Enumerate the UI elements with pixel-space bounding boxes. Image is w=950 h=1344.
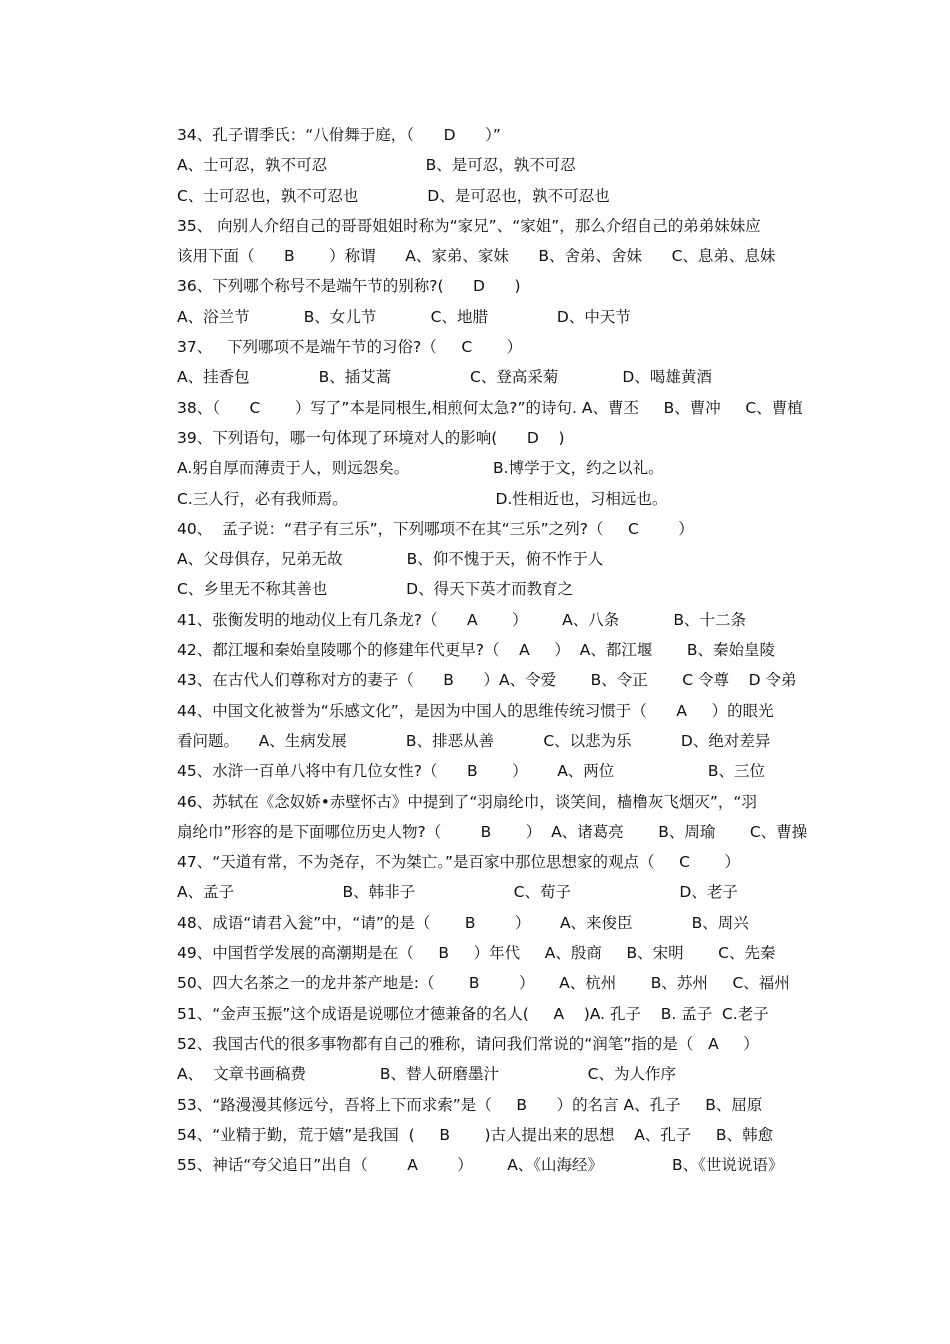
question-55: 55、神话“夸父追日”出自（ A ） A、《山海经》 B、《世说说语》: [177, 1156, 784, 1175]
options-47: A、孟子 B、韩非子 C、荀子 D、老子: [177, 883, 738, 902]
question-50: 50、四大名茶之一的龙井茶产地是:（ B ） A、杭州 B、苏州 C、福州: [177, 974, 790, 993]
question-53: 53、“路漫漫其修远兮，吾将上下而求索”是（ B ）的名言 A、孔子 B、屈原: [177, 1095, 763, 1114]
options-34-ab: A、士可忍，孰不可忍 B、是可忍，孰不可忍: [177, 156, 576, 175]
question-43: 43、在古代人们尊称对方的妻子（ B ）A、令爱 B、令正 C 令尊 D 令弟: [177, 671, 797, 690]
question-38: 38、（ C ）写了”本是同根生,相煎何太急?”的诗句. A、曹丕 B、曹冲 C、曹植: [177, 398, 803, 417]
question-46-cont: 扇纶巾”形容的是下面哪位历史人物?（ B ） A、诸葛亮 B、周瑜 C、曹操: [177, 822, 808, 841]
question-36: 36、下列哪个称号不是端午节的别称?( D ): [177, 277, 521, 296]
question-35: 35、 向别人介绍自己的哥哥姐姐时称为“家兄”、“家姐”，那么介绍自己的弟弟妹妹应: [177, 216, 761, 235]
options-37: A、挂香包 B、插艾蒿 C、登高采菊 D、喝雄黄酒: [177, 368, 712, 387]
options-34-cd: C、士可忍也，孰不可忍也 D、是可忍也，孰不可忍也: [177, 186, 610, 205]
question-49: 49、中国哲学发展的高潮期是在（ B ）年代 A、殷商 B、宋明 C、先秦: [177, 944, 776, 963]
question-34: 34、孔子谓季氏：“八佾舞于庭，（ D ）”: [177, 126, 501, 144]
question-41: 41、张衡发明的地动仪上有几条龙?（ A ） A、八条 B、十二条: [177, 610, 747, 629]
question-42: 42、都江堰和秦始皇陵哪个的修建年代更早?（ A ） A、都江堰 B、秦始皇陵: [177, 641, 775, 660]
options-40-ab: A、父母俱存，兄弟无故 B、仰不愧于天，俯不怍于人: [177, 550, 604, 569]
options-52: A、 文章书画稿费 B、替人研磨墨汁 C、为人作序: [177, 1065, 677, 1084]
question-45: 45、水浒一百单八将中有几位女性?（ B ） A、两位 B、三位: [177, 762, 766, 781]
question-39: 39、下列语句，哪一句体现了环境对人的影响( D ): [177, 428, 565, 447]
question-47: 47、“天道有常，不为尧存，不为桀亡。”是百家中那位思想家的观点（ C ）: [177, 853, 740, 872]
document-body: [177, 120, 817, 1180]
question-48: 48、成语“请君入瓮”中，“请”的是（ B ） A、来俊臣 B、周兴: [177, 913, 749, 932]
question-51: 51、“金声玉振”这个成语是说哪位才德兼备的名人( A )A. 孔子 B. 孟子 C.老子: [177, 1004, 769, 1023]
question-46: 46、苏轼在《念奴娇•赤壁怀古》中提到了“羽扇纶巾，谈笑间，樯橹灰飞烟灭”，“羽: [177, 792, 757, 811]
question-35-cont: 该用下面（ B ）称谓 A、家弟、家妹 B、舍弟、舍妹 C、息弟、息妹: [177, 247, 776, 266]
options-39-ab: A.躬自厚而薄责于人，则远怨矣。 B.博学于文，约之以礼。: [177, 459, 664, 478]
question-40: 40、 孟子说：“君子有三乐”，下列哪项不在其“三乐”之列?（ C ）: [177, 519, 694, 538]
question-44: 44、中国文化被誉为“乐感文化”，是因为中国人的思维传统习惯于（ A ）的眼光: [177, 701, 774, 720]
options-40-cd: C、乡里无不称其善也 D、得天下英才而教育之: [177, 580, 574, 599]
options-39-cd: C.三人行，必有我师焉。 D.性相近也，习相远也。: [177, 489, 668, 508]
options-36: A、浴兰节 B、女儿节 C、地腊 D、中天节: [177, 307, 631, 326]
question-44-cont: 看问题。 A、生病发展 B、排恶从善 C、以悲为乐 D、绝对差异: [177, 731, 771, 750]
question-54: 54、“业精于勤，荒于嬉”是我国 ( B )古人提出来的思想 A、孔子 B、韩愈: [177, 1125, 774, 1144]
question-37: 37、 下列哪项不是端午节的习俗?（ C ）: [177, 338, 523, 357]
question-52: 52、我国古代的很多事物都有自己的雅称，请问我们常说的“润笔”指的是（ A ）: [177, 1034, 759, 1053]
